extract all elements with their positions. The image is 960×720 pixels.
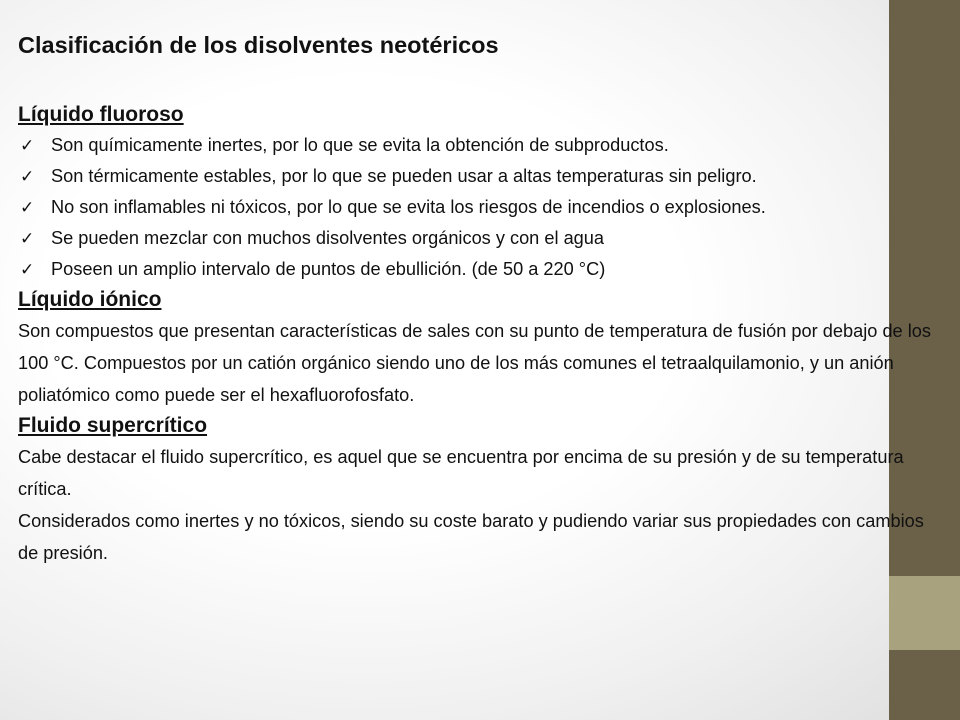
check-mark-icon: ✓: [20, 260, 35, 279]
bullet-text: Son térmicamente estables, por lo que se pueden usar a altas temperaturas sin peligro.: [51, 166, 757, 186]
decorative-sidebar-accent: [889, 576, 960, 650]
list-item: [18, 254, 917, 285]
bullet-text: Son químicamente inertes, por lo que se evita la obtención de subproductos.: [51, 135, 669, 155]
list-item: [18, 130, 917, 161]
list-item: [18, 161, 917, 192]
slide-content: [18, 28, 938, 569]
supercritico-paragraph-2: Considerados como inertes y no tóxicos, siendo su coste barato y pudiendo variar sus propiedades con cambios de presión.: [18, 511, 924, 563]
check-mark-icon: ✓: [20, 167, 35, 186]
bullet-text: Poseen un amplio intervalo de puntos de ebullición. (de 50 a 220 °C): [51, 259, 606, 279]
section-heading-supercritico: Fluido supercrítico: [18, 414, 208, 437]
section-heading-fluoroso: Líquido fluoroso: [18, 103, 184, 126]
bullet-text: Se pueden mezclar con muchos disolventes orgánicos y con el agua: [51, 228, 605, 248]
section-heading-ionico: Líquido iónico: [18, 288, 162, 311]
check-mark-icon: ✓: [20, 198, 35, 217]
supercritico-paragraph-1: Cabe destacar el fluido supercrítico, es aquel que se encuentra por encima de su presión y de su temperatura crítica.: [18, 447, 904, 499]
check-mark-icon: ✓: [20, 229, 35, 248]
check-mark-icon: ✓: [20, 136, 35, 155]
fluoroso-bullet-list: [18, 130, 938, 285]
ionico-paragraph: Son compuestos que presentan características de sales con su punto de temperatura de fusión por debajo de los 100 °C. Compuestos por un catión orgánico siendo uno de los más comunes el tetraalquilamonio, y un anión poliatómico como puede ser el hexafluorofosfato.: [18, 321, 931, 405]
list-item: [18, 192, 917, 223]
list-item: [18, 223, 917, 254]
slide-title: Clasificación de los disolventes neotéricos: [18, 32, 499, 58]
bullet-text: No son inflamables ni tóxicos, por lo que se evita los riesgos de incendios o explosiones.: [51, 197, 766, 217]
